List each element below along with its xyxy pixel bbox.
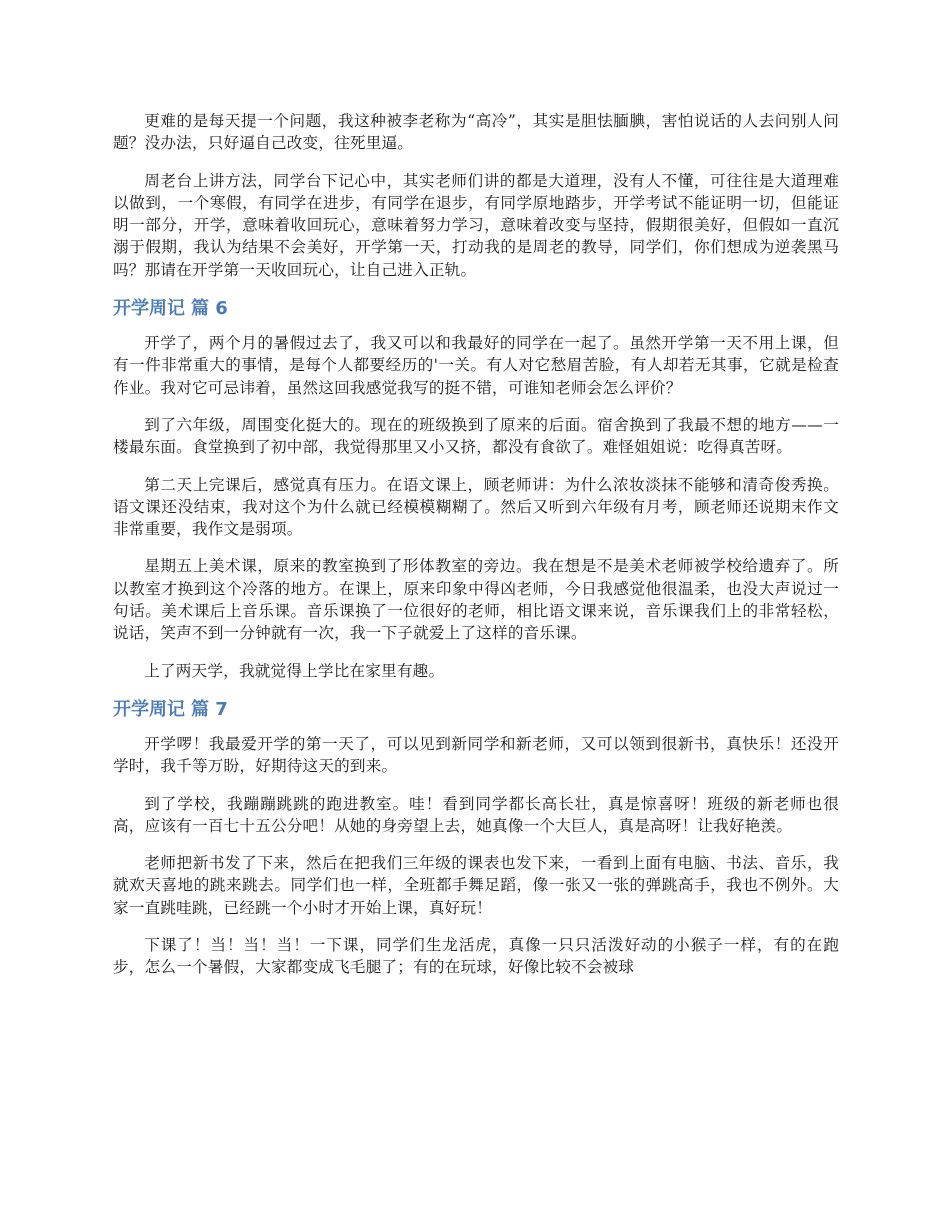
section-heading-6	[113, 296, 839, 322]
paragraph: 到了学校，我蹦蹦跳跳的跑进教室。哇！看到同学都长高长壮，真是惊喜呀！班级的新老师也很高，应该有一百七十五公分吧！从她的身旁望上去，她真像一个大巨人，真是高呀！让我好艳羡。	[113, 794, 839, 835]
paragraph: 第二天上完课后，感觉真有压力。在语文课上，顾老师讲：为什么浓妆淡抹不能够和清奇俊秀换。语文课还没结束，我对这个为什么就已经模模糊糊了。然后又听到六年级有月考，顾老师还说期末作文非常重要，我作文是弱项。	[113, 475, 839, 539]
paragraph: 更难的是每天提一个问题，我这种被李老称为“高冷”，其实是胆怯腼腆，害怕说话的人去问别人问题？没办法，只好逼自己改变，往死里逼。	[113, 112, 839, 153]
paragraph: 上了两天学，我就觉得上学比在家里有趣。	[144, 661, 445, 680]
paragraph: 开学了，两个月的暑假过去了，我又可以和我最好的同学在一起了。虽然开学第一天不用上课，但有一件非常重大的事情，是每个人都要经历的'一关。有人对它愁眉苦脸，有人却若无其事，它就是检查作业。我对它可忌讳着，虽然这回我感觉我写的挺不错，可谁知老师会怎么评价？	[113, 334, 839, 397]
paragraph: 老师把新书发了下来，然后在把我们三年级的课表也发下来，一看到上面有电脑、书法、音乐，我就欢天喜地的跳来跳去。同学们也一样，全班都手舞足蹈，像一张又一张的弹跳高手，我也不例外。大家一直跳哇跳，已经跳一个小时才开始上课，真好玩！	[113, 854, 839, 917]
section-number: 篇 7	[191, 698, 228, 720]
paragraph: 到了六年级，周围变化挺大的。现在的班级换到了原来的后面。宿舍换到了我最不想的地方——一楼最东面。食堂换到了初中部，我觉得那里又小又挤，都没有食欲了。难怪姐姐说：吃得真苦呀。	[113, 415, 839, 457]
paragraph: 下课了！当！当！当！一下课，同学们生龙活虎，真像一只只活泼好动的小猴子一样，有的在跑步，怎么一个暑假，大家都变成飞毛腿了；有的在玩球，好像比较不会被球	[113, 936, 839, 977]
section-title: 开学周记	[113, 298, 185, 320]
paragraph: 星期五上美术课，原来的教室换到了形体教室的旁边。我在想是不是美术老师被学校给遗弃了。所以教室才换到这个冷落的地方。在课上，原来印象中得凶老师，今日我感觉他很温柔，也没大声说过一句话。美术课后上音乐课。音乐课换了一位很好的老师，相比语文课来说，音乐课我们上的非常轻松，说话，笑声不到一分钟就有一次，我一下子就爱上了这样的音乐课。	[113, 557, 839, 643]
section-title: 开学周记	[113, 698, 185, 720]
document-page	[113, 110, 839, 994]
paragraph: 开学啰！我最爱开学的第一天了，可以见到新同学和新老师，又可以领到很新书，真快乐！还没开学时，我千等万盼，好期待这天的到来。	[113, 734, 839, 776]
section-heading-7	[113, 697, 839, 723]
section-number: 篇 6	[191, 298, 228, 320]
paragraph: 周老台上讲方法，同学台下记心中，其实老师们讲的都是大道理，没有人不懂，可往往是大道理难以做到，一个寒假，有同学在进步，有同学在退步，有同学原地踏步，开学考试不能证明一切，但能证明一部分，开学，意味着收回玩心，意味着努力学习，意味着改变与坚持，假期很美好，但假如一直沉溺于假期，我认为结果不会美好，开学第一天，打动我的是周老的教导，同学们，你们想成为逆袭黑马吗？那请在开学第一天收回玩心，让自己进入正轨。	[113, 171, 839, 279]
